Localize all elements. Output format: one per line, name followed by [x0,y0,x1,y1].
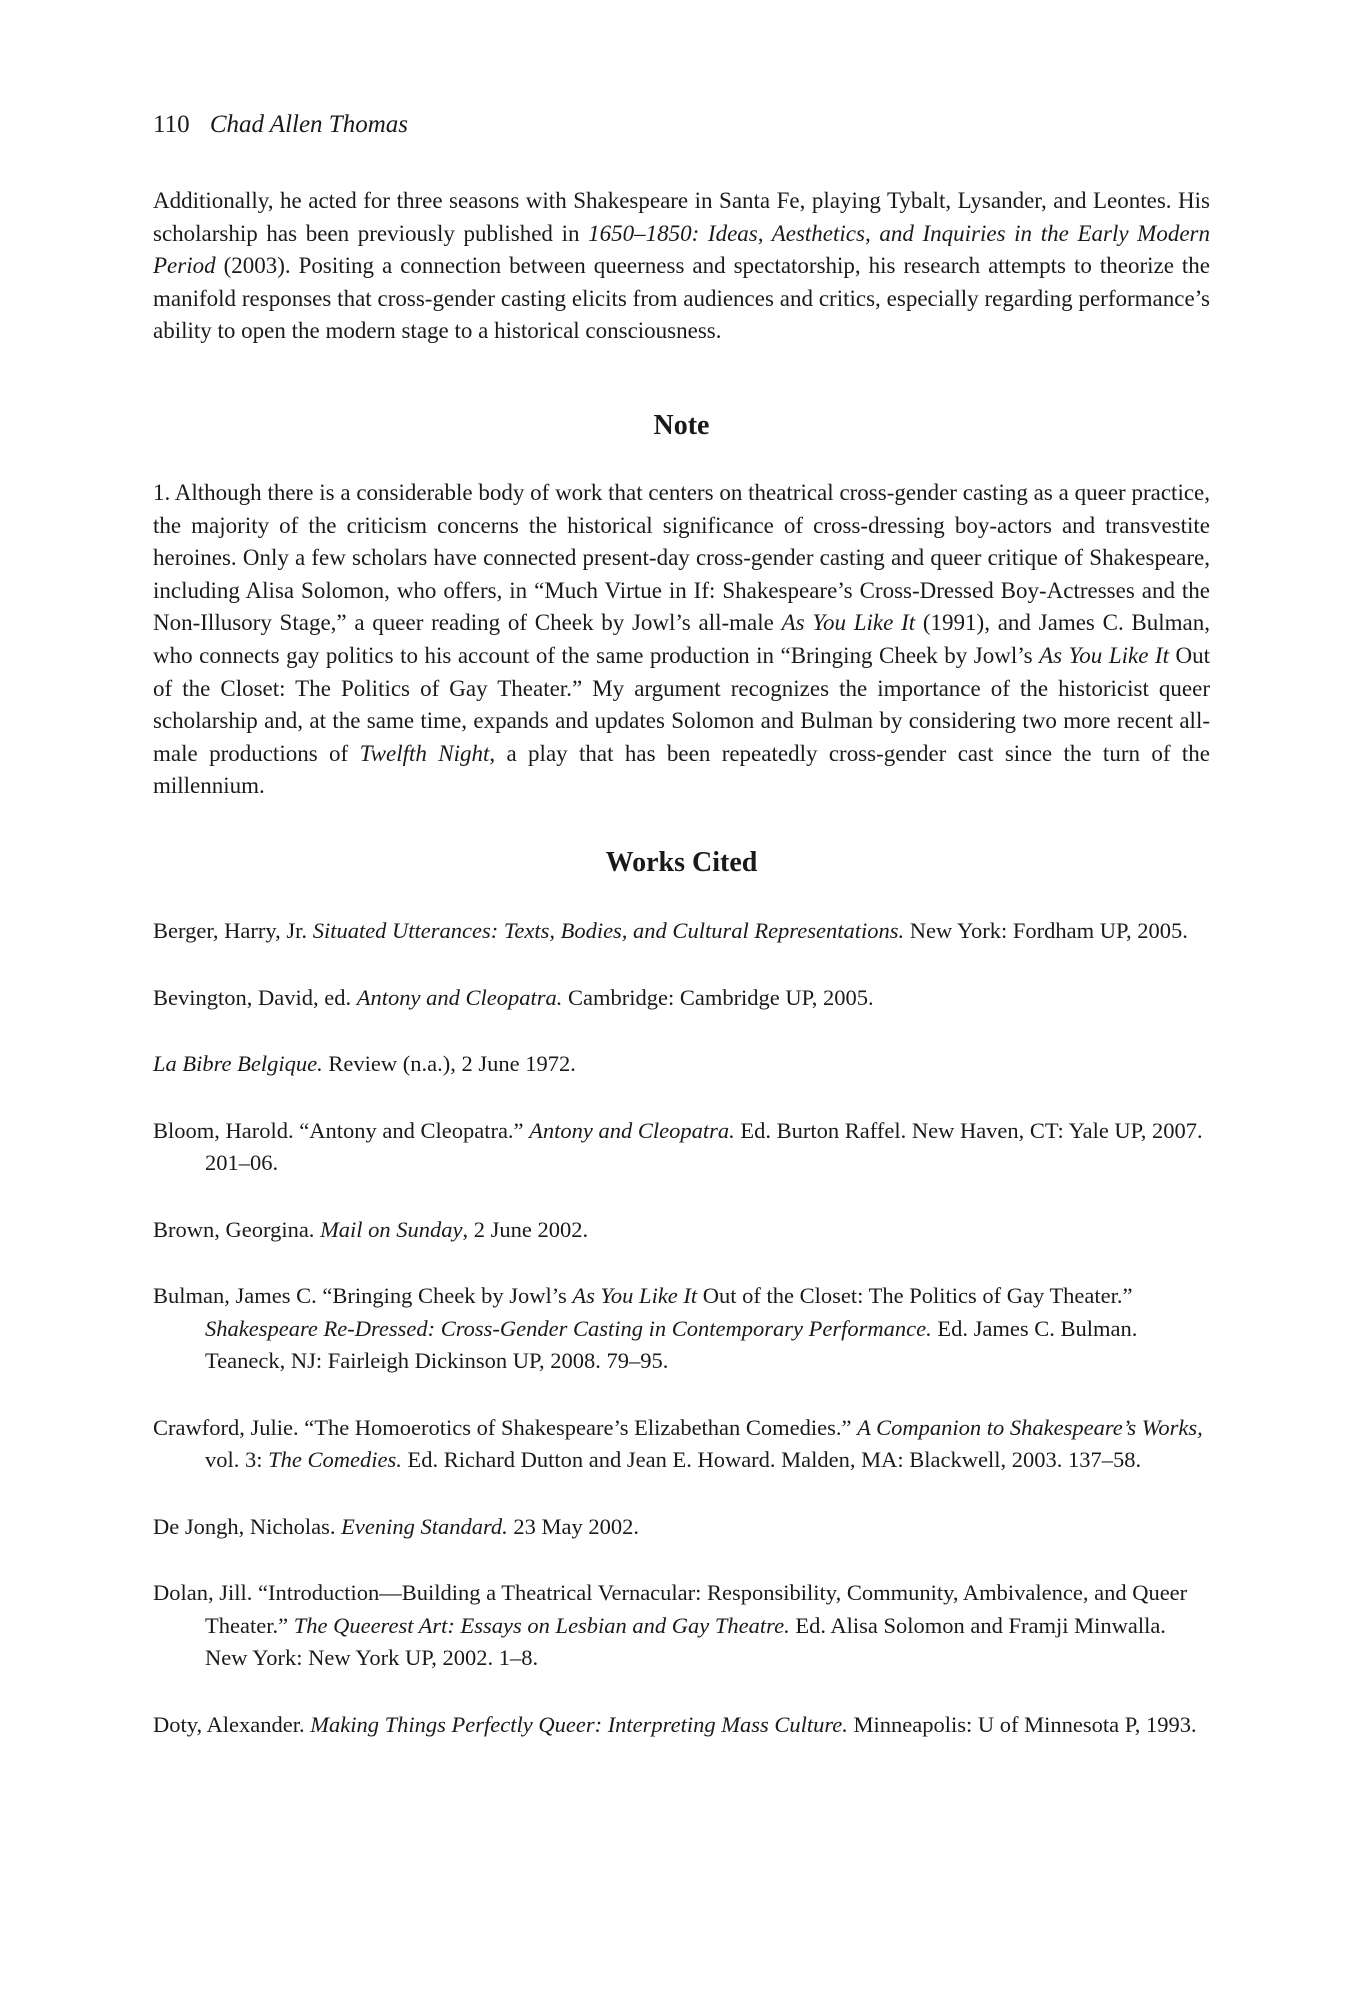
running-header [153,108,408,142]
citation-entry: Brown, Georgina. Mail on Sunday, 2 June 2002. [153,1216,589,1242]
citation-entry: Dolan, Jill. “Introduction—Building a Theatrical Vernacular: Responsibility, Community, Ambivalence, and Queer Theater.” The Queerest Art: Essays on Lesbian and Gay Theatre. Ed. Alisa Solomon and Framji Minwalla. New York: New York UP, 2002. 1–8. [153,1580,1188,1670]
citation-entry: Bloom, Harold. “Antony and Cleopatra.” Antony and Cleopatra. Ed. Burton Raffel. New Haven, CT: Yale UP, 2007. 201–06. [153,1117,1203,1175]
endnote-1 [153,477,1210,803]
bio-text: Additionally, he acted for three seasons with Shakespeare in Santa Fe, playing Tybalt, Lysander, and Leontes. His scholarship has been previously published in [153,188,1210,246]
note-italic-title: As You Like It [1039,642,1169,668]
citation-entry: La Bibre Belgique. Review (n.a.), 2 June 1972. [153,1051,576,1076]
citation-entry: De Jongh, Nicholas. Evening Standard. 23 May 2002. [153,1513,639,1539]
note-text: , a play that has been repeatedly cross-gender cast since the turn of the millennium. [153,740,1210,799]
note-italic-title: Twelfth Night [359,740,490,766]
citation-entry: Bulman, James C. “Bringing Cheek by Jowl’s As You Like It Out of the Closet: The Politics of Gay Theater.” Shakespeare Re-Dressed: Cross-Gender Casting in Contemporary Performance. Ed. James C. Bulman. Teaneck, NJ: Fairleigh Dickinson UP, 2008. 79–95. [153,1283,1138,1373]
citation-entry: Crawford, Julie. “The Homoerotics of Shakespeare’s Elizabethan Comedies.” A Companion to Shakespeare’s Works, vol. 3: The Comedies. Ed. Richard Dutton and Jean E. Howard. Malden, MA: Blackwell, 2003. 137–58. [153,1414,1203,1472]
citation-entry: Berger, Harry, Jr. Situated Utterances: Texts, Bodies, and Cultural Representations. New York: Fordham UP, 2005. [153,918,1188,943]
note-italic-title: As You Like It [781,610,916,636]
contributor-bio-paragraph [153,185,1210,348]
citation-entry: Doty, Alexander. Making Things Perfectly Queer: Interpreting Mass Culture. Minneapolis: U of Minnesota P, 1993. [153,1711,1197,1737]
running-head-author: Chad Allen Thomas [209,111,408,138]
note-text: Out of the Closet: The Politics of Gay Theater.” My argument recognizes the importance of the historicist queer scholarship and, at the same time, expands and updates Solomon and Bulman by considering two more recent all-male productions of [153,642,1211,766]
bio-text: (2003). Positing a connection between queerness and spectatorship, his research attempts to theorize the manifold responses that cross-gender casting elicits from audiences and critics, especially regarding performance’s ability to open the modern stage to a historical consciousness. [153,253,1210,344]
works-cited-list [153,915,1210,1775]
note-text: (1991), and James C. Bulman, who connects gay politics to his account of the same production in “Bringing Cheek by Jowl’s [153,610,1211,668]
citation-entry: Bevington, David, ed. Antony and Cleopatra. Cambridge: Cambridge UP, 2005. [153,984,874,1010]
page-number: 110 [153,111,190,138]
works-cited-heading: Works Cited [605,847,758,878]
note-text: 1. Although there is a considerable body of work that centers on theatrical cross-gender casting as a queer practice, the majority of the criticism concerns the historical significance of cross-dressing boy-actors and transvestite heroines. Only a few scholars have connected present-day cross-gender casting and queer critique of Shakespeare, including Alisa Solomon, who offers, in “Much Virtue in If: Shakespeare’s Cross-Dressed Boy-Actresses and the Non-Illusory Stage,” a queer reading of Cheek by Jowl’s all-male [153,480,1210,636]
bio-publication-title: 1650–1850: Ideas, Aesthetics, and Inquiries in the Early Modern Period [153,220,1210,279]
note-heading: Note [653,410,710,441]
